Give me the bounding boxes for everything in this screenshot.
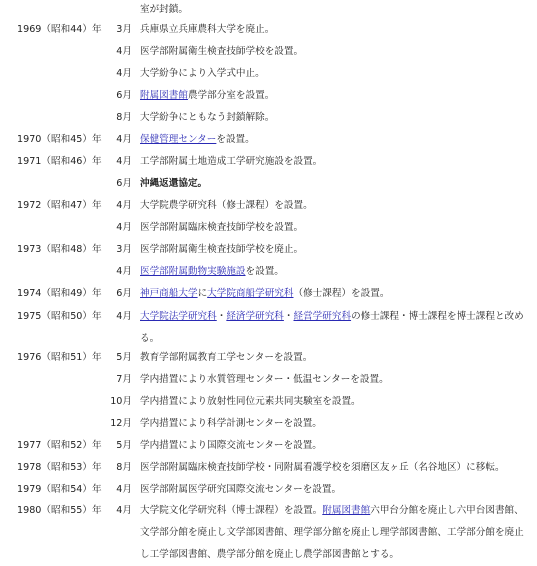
event-fragment: 医学部附属臨床検査技師学校・同附属看護学校を須磨区友ヶ丘（名谷地区）に移転。 (140, 462, 505, 473)
wiki-link[interactable]: 大学院商船学研究科 (207, 288, 294, 299)
timeline-row (0, 370, 537, 390)
year-label: 1976（昭和51） (17, 352, 92, 363)
event-text (140, 392, 361, 412)
event-fragment: を設置。 (245, 266, 284, 277)
year-label: 1969（昭和44） (17, 24, 92, 35)
month-label: 6月 (116, 90, 132, 101)
timeline-row (0, 42, 537, 62)
timeline-row (0, 392, 537, 412)
event-text (140, 370, 389, 390)
year-suffix: 年 (92, 156, 102, 167)
timeline-row (0, 414, 537, 434)
month-label: 6月 (116, 288, 132, 299)
month-label: 4月 (116, 68, 132, 79)
event-fragment: 学内措置により科学計測センターを設置。 (140, 418, 322, 429)
timeline-row (0, 108, 537, 128)
timeline-row (0, 284, 537, 304)
year-suffix: 年 (92, 311, 102, 322)
timeline-row (0, 20, 537, 40)
event-text (140, 500, 530, 566)
event-text (140, 306, 530, 350)
event-text (140, 86, 274, 106)
year-label: 1974（昭和49） (17, 288, 92, 299)
event-fragment: 医学部附属衛生検査技師学校を廃止。 (140, 244, 304, 255)
month-label: 12月 (110, 418, 132, 429)
timeline-row (0, 196, 537, 216)
event-text (140, 348, 312, 368)
month-label: 4月 (116, 484, 132, 495)
timeline-row (0, 240, 537, 260)
month-label: 3月 (116, 244, 132, 255)
timeline-row (0, 458, 537, 478)
wiki-link[interactable]: 大学院法学研究科 (140, 311, 217, 322)
event-fragment: に (197, 288, 208, 299)
year-suffix: 年 (92, 484, 102, 495)
event-text (140, 20, 274, 40)
timeline-row (0, 218, 537, 238)
event-fragment: 教育学部附属教育工学センターを設置。 (140, 352, 313, 363)
event-fragment: 大学紛争により入学式中止。 (140, 68, 265, 79)
year-label: 1973（昭和48） (17, 244, 92, 255)
event-fragment: 兵庫県立兵庫農科大学を廃止。 (140, 24, 275, 35)
year-suffix: 年 (92, 134, 102, 145)
event-text (140, 262, 284, 282)
month-label: 8月 (116, 462, 132, 473)
event-text (140, 480, 341, 500)
event-fragment: 大学院農学研究科（修士課程）を設置。 (140, 200, 313, 211)
event-text (140, 174, 207, 194)
timeline-row (0, 130, 537, 150)
year-label: 1978（昭和53） (17, 462, 92, 473)
wiki-link[interactable]: 神戸商船大学 (140, 288, 198, 299)
event-fragment: 工学部附属土地造成工学研究施設を設置。 (140, 156, 323, 167)
month-label: 7月 (116, 374, 132, 385)
wiki-link[interactable]: 経営学研究科 (293, 311, 352, 322)
event-text (140, 458, 505, 478)
year-suffix: 年 (92, 288, 102, 299)
year-suffix: 年 (92, 352, 102, 363)
event-fragment: 学内措置により水質管理センター・低温センターを設置。 (140, 374, 389, 385)
event-text (140, 130, 255, 150)
wiki-link[interactable]: 附属図書館 (322, 505, 371, 516)
month-label: 4月 (116, 134, 132, 145)
event-text (140, 414, 322, 434)
event-text (140, 64, 265, 84)
month-label: 5月 (116, 352, 132, 363)
month-label: 4月 (116, 156, 132, 167)
event-text (140, 240, 303, 260)
event-fragment: 農学部分室を設置。 (187, 90, 275, 101)
wiki-link[interactable]: 附属図書館 (140, 90, 188, 101)
month-label: 3月 (116, 24, 132, 35)
event-text (140, 108, 274, 128)
timeline-row (0, 307, 537, 344)
timeline-row (0, 174, 537, 194)
year-suffix: 年 (92, 24, 102, 35)
month-label: 4月 (116, 200, 132, 211)
year-suffix: 年 (92, 505, 102, 516)
month-label: 4月 (116, 222, 132, 233)
event-text (140, 152, 322, 172)
event-fragment: 沖縄返還協定。 (140, 178, 208, 189)
month-label: 4月 (116, 505, 132, 516)
event-fragment: 医学部附属臨床検査技師学校を設置。 (140, 222, 304, 233)
year-label: 1970（昭和45） (17, 134, 92, 145)
event-fragment: 室が封鎖。 (140, 4, 188, 15)
timeline-row (0, 152, 537, 172)
timeline-row (0, 86, 537, 106)
year-label: 1979（昭和54） (17, 484, 92, 495)
year-label: 1971（昭和46） (17, 156, 92, 167)
timeline-row (0, 262, 537, 282)
event-fragment: （修士課程）を設置。 (293, 288, 390, 299)
month-label: 4月 (116, 266, 132, 277)
event-text (140, 218, 303, 238)
event-text (140, 436, 322, 456)
wiki-link[interactable]: 保健管理センター (140, 134, 217, 145)
event-fragment: 六甲台分館を廃止し六甲台図書館、文学部分館を廃止し文学部図書館、理学部分館を廃止し理学部図書館、工学部分館を廃止し工学部図書館、農学部分館を廃止し農学部図書館とする。 (140, 505, 524, 560)
event-fragment: の修士課程・博士課程を博士課程と改める。 (140, 311, 524, 344)
month-label: 8月 (116, 112, 132, 123)
event-fragment: 大学紛争にともなう封鎖解除。 (140, 112, 275, 123)
year-label: 1972（昭和47） (17, 200, 92, 211)
year-label: 1975（昭和50） (17, 311, 92, 322)
timeline-row (0, 0, 537, 20)
wiki-link[interactable]: 経済学研究科 (226, 311, 284, 322)
event-text (140, 42, 303, 62)
month-label: 6月 (116, 178, 132, 189)
month-label: 4月 (116, 46, 132, 57)
event-fragment: 医学部附属衛生検査技師学校を設置。 (140, 46, 304, 57)
year-suffix: 年 (92, 440, 102, 451)
event-fragment: を設置。 (216, 134, 255, 145)
year-suffix: 年 (92, 200, 102, 211)
event-fragment: 大学院文化学研究科（博士課程）を設置。 (140, 505, 323, 516)
event-fragment: 医学部附属医学研究国際交流センターを設置。 (140, 484, 342, 495)
month-label: 10月 (110, 396, 132, 407)
timeline-row (0, 348, 537, 368)
year-suffix: 年 (92, 244, 102, 255)
event-text (140, 196, 313, 216)
timeline-row (0, 501, 537, 560)
timeline-row (0, 64, 537, 84)
month-label: 5月 (116, 440, 132, 451)
event-text (140, 284, 389, 304)
event-fragment: 学内措置により放射性同位元素共同実験室を設置。 (140, 396, 361, 407)
wiki-link[interactable]: 医学部附属動物実験施設 (140, 266, 246, 277)
year-suffix: 年 (92, 462, 102, 473)
event-fragment: 学内措置により国際交流センターを設置。 (140, 440, 322, 451)
timeline-row (0, 436, 537, 456)
event-fragment: ・ (216, 311, 227, 322)
event-fragment: ・ (283, 311, 294, 322)
year-label: 1980（昭和55） (17, 505, 92, 516)
event-text (140, 0, 188, 20)
timeline-row (0, 480, 537, 500)
year-label: 1977（昭和52） (17, 440, 92, 451)
month-label: 4月 (116, 311, 132, 322)
